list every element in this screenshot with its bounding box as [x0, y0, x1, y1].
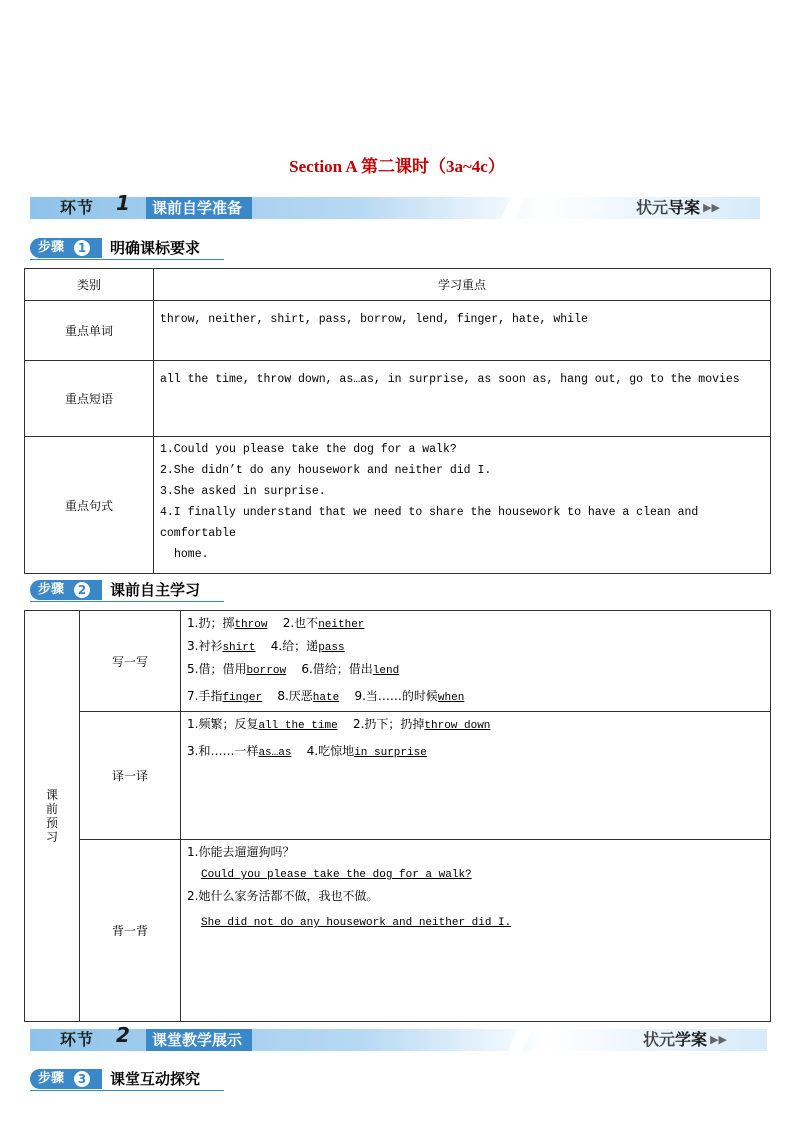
curriculum-requirements-table: [24, 268, 771, 574]
banner-huanjie: 环节: [60, 1030, 95, 1049]
banner-label: 课堂教学展示: [146, 1029, 252, 1051]
banner-number: 1: [116, 191, 130, 215]
translate-label: 译一译: [80, 712, 181, 840]
write-label: 写一写: [80, 611, 181, 712]
banner-huanjie: 环节: [60, 198, 95, 217]
row-label: 重点短语: [25, 361, 154, 437]
double-arrow-icon: ▶▶: [710, 1033, 727, 1046]
translate-section: 1.频繁；反复all the time 2.扔下；扔掉throw down 3.和……一样as…as 4.吃惊地in surprise: [181, 712, 771, 840]
section-banner-2: [30, 1023, 767, 1051]
row-label: 重点单词: [25, 301, 154, 361]
step-title: 课堂互动探究: [110, 1070, 201, 1088]
step-number-badge: 3: [74, 1071, 90, 1087]
banner-number: 2: [116, 1023, 130, 1047]
write-section: 1.扔；掷throw 2.也不neither 3.衬衫shirt 4.给；递pass 5.借；借用borrow 6.借给；借出lend 7.手指finger 8.厌恶hate 9.当……的时候when: [181, 611, 771, 712]
key-sentences: 1.Could you please take the dog for a walk? 2.She didn’t do any housework and neither did I. 3.She asked in surprise. 4.I finally understand that we need to share the housework to have a clean and comfortable home.: [160, 443, 699, 561]
table-header: 学习重点: [154, 269, 771, 301]
banner-right-title: 状元学案: [642, 1030, 707, 1049]
banner-right-title: 状元导案: [635, 198, 700, 217]
recite-label: 背一背: [80, 840, 181, 1022]
table-header: 类别: [25, 269, 154, 301]
step-title: 课前自主学习: [110, 581, 201, 599]
section-banner-1: [30, 191, 760, 219]
preview-side-label: 课前预习: [25, 611, 80, 1022]
key-words: throw, neither, shirt, pass, borrow, lend, finger, hate, while: [160, 313, 588, 326]
step-number-badge: 1: [74, 240, 90, 256]
double-arrow-icon: ▶▶: [703, 201, 720, 214]
banner-label: 课前自学准备: [146, 197, 252, 219]
step-title: 明确课标要求: [110, 239, 201, 257]
recite-section: 1.你能去遛遛狗吗？ Could you please take the dog for a walk? 2.她什么家务活都不做，我也不做。 She did not do any housework and neither did I.: [181, 840, 771, 1022]
preview-table: [24, 610, 771, 1022]
key-phrases: all the time, throw down, as…as, in surprise, as soon as, hang out, go to the movies: [160, 373, 740, 386]
step-number-badge: 2: [74, 582, 90, 598]
row-label: 重点句式: [25, 437, 154, 574]
page-title: Section A 第二课时（3a~4c）: [289, 157, 505, 176]
